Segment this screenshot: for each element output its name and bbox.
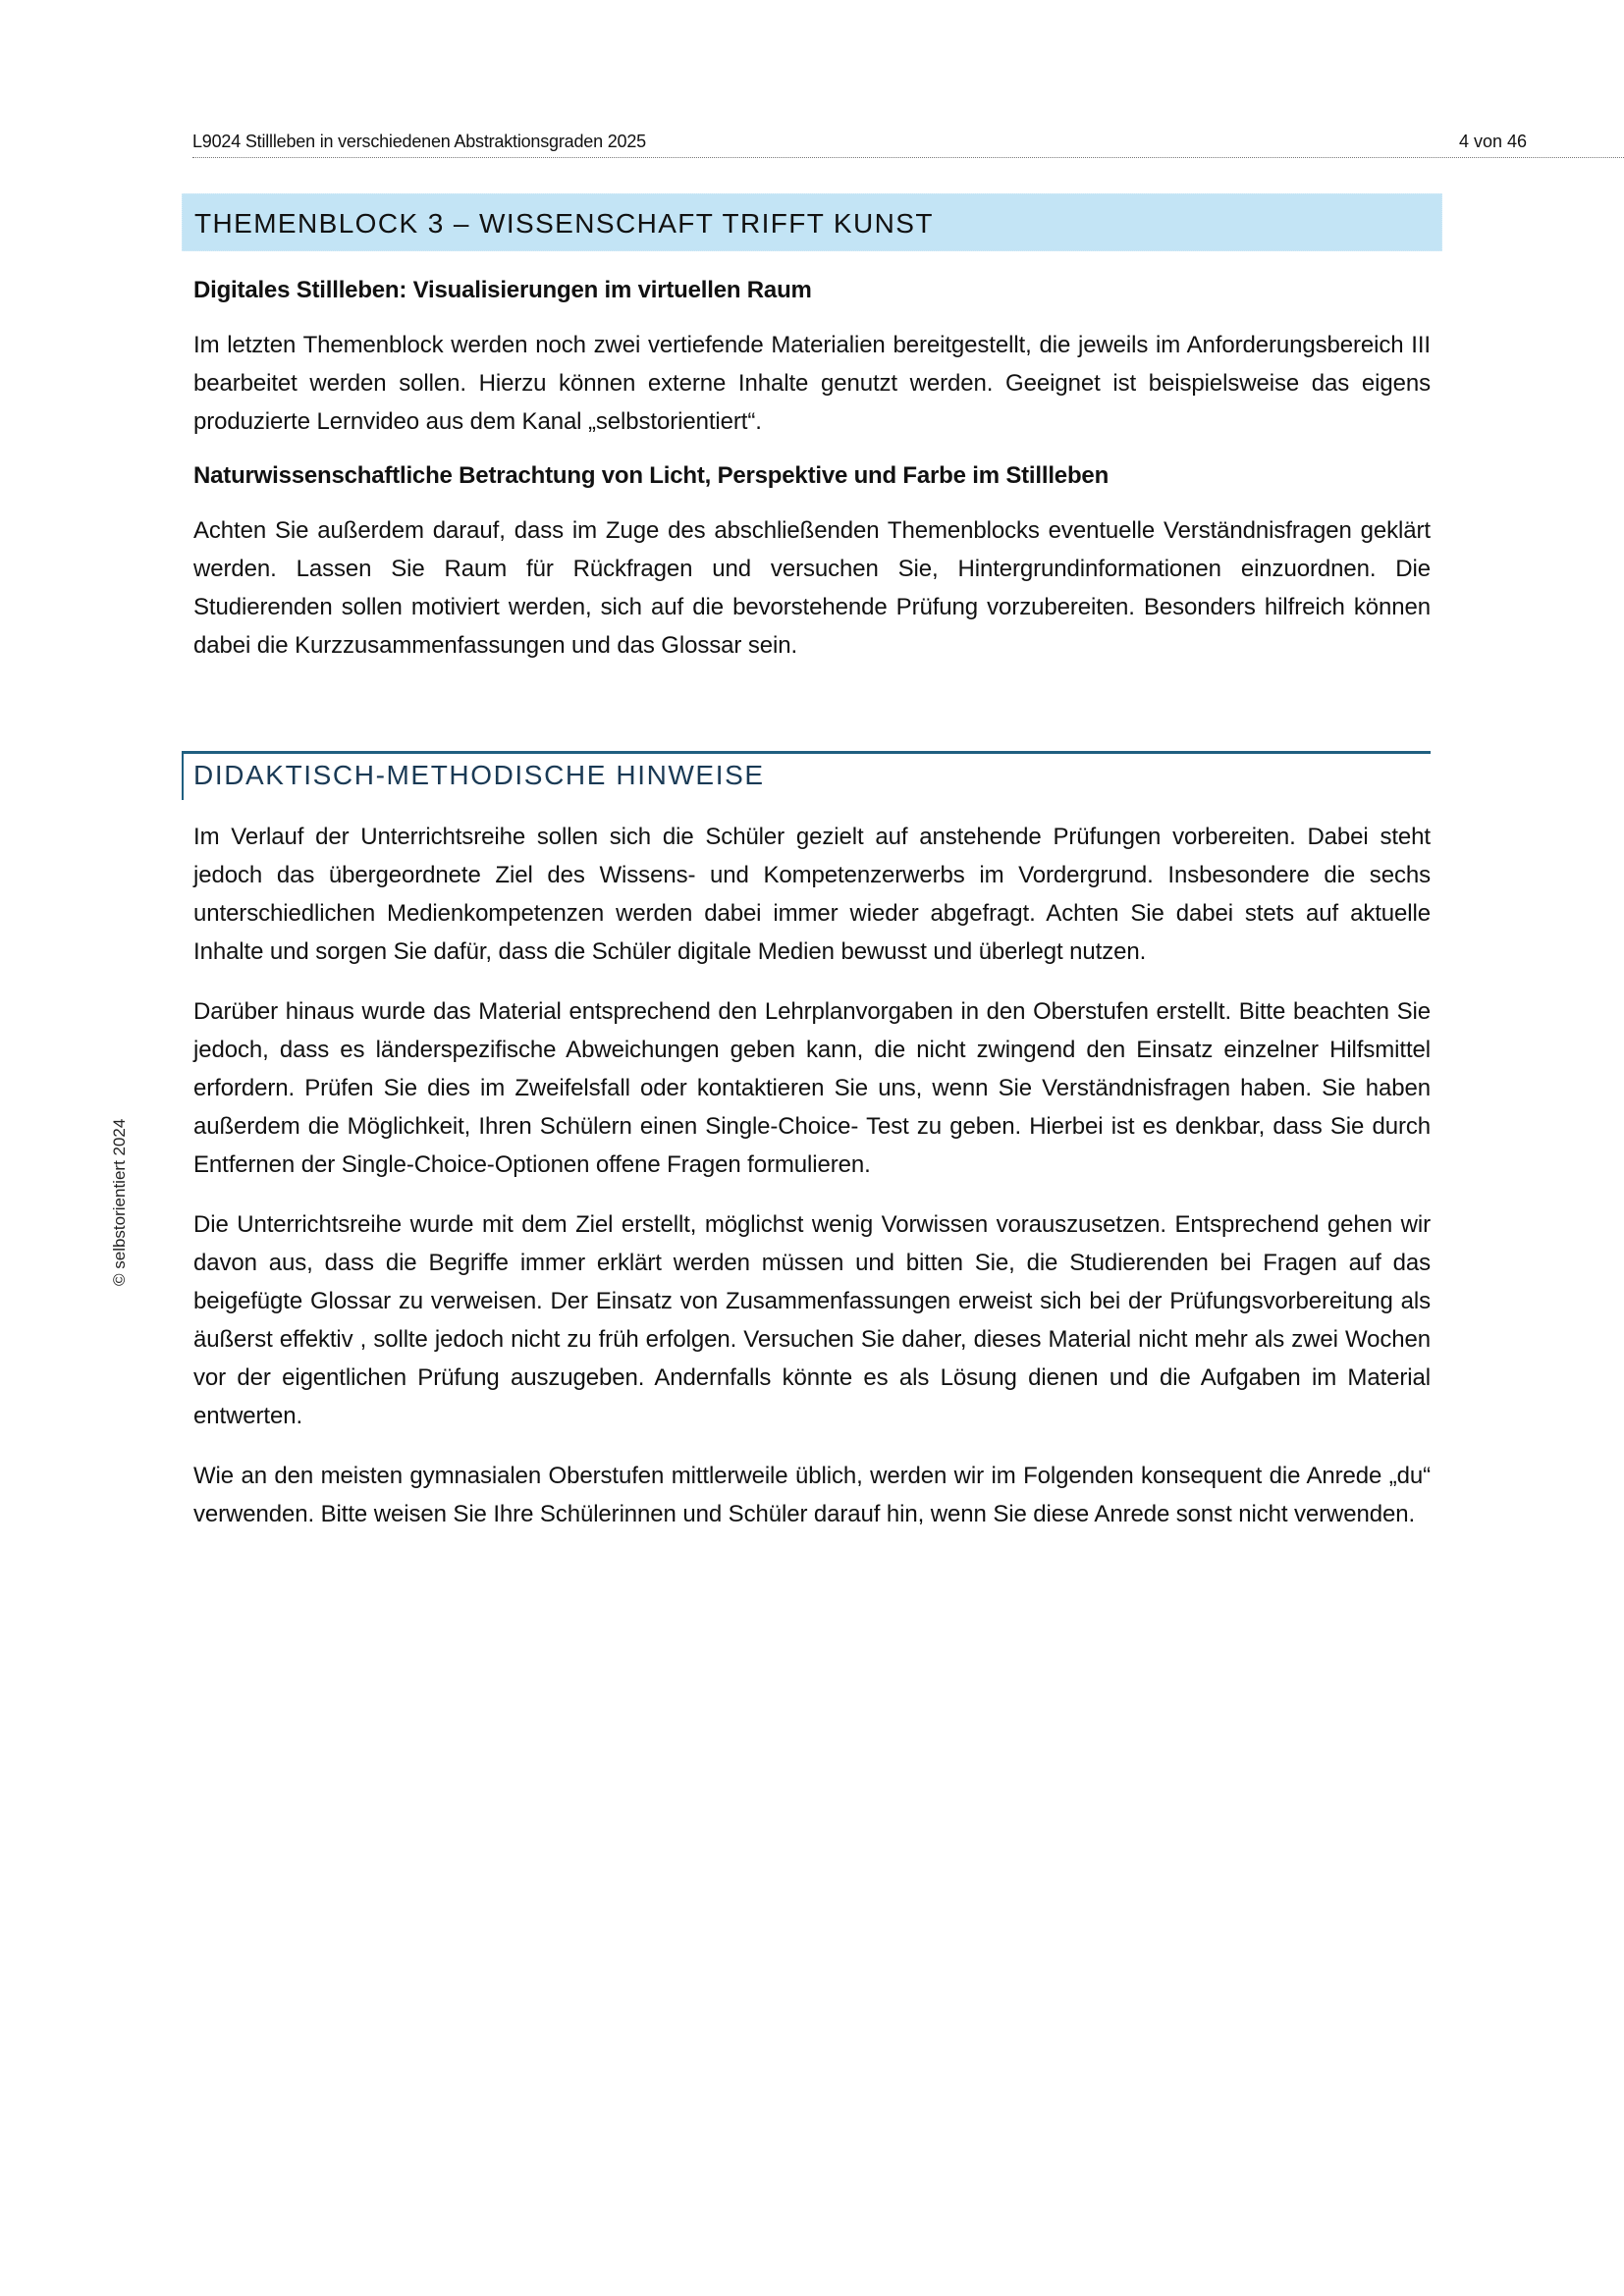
page-header: [192, 128, 1624, 158]
document-title: L9024 Stillleben in verschiedenen Abstraktionsgraden 2025: [192, 132, 646, 151]
subsection-text-digitales-stillleben: Im letzten Themenblock werden noch zwei vertiefende Materialien bereitgestellt, die jeweils im Anforderungsbereich III bearbeitet werden sollen. Hierzu können externe Inhalte genutzt werden. Geeignet ist beispielsweise das eigens produzierte Lernvideo aus dem Kanal „selbstorientiert“.: [193, 332, 1431, 435]
didaktik-paragraph: Wie an den meisten gymnasialen Oberstufen mittlerweile üblich, werden wir im Folgenden konsequent die Anrede „du“ verwenden. Bitte weisen Sie Ihre Schülerinnen und Schüler darauf hin, wenn Sie diese Anrede sonst nicht verwenden.: [193, 1463, 1431, 1527]
subsection-text-naturwissenschaft: Achten Sie außerdem darauf, dass im Zuge des abschließenden Themenblocks eventuelle Verständnisfragen geklärt werden. Lassen Sie Raum für Rückfragen und versuchen Sie, Hintergrundinformationen einzuordnen. Die Studierenden sollen motiviert werden, sich auf die bevorstehende Prüfung vorzubereiten. Besonders hilfreich können dabei die Kurzzusammenfassungen und das Glossar sein.: [193, 517, 1431, 659]
didaktik-paragraph: Die Unterrichtsreihe wurde mit dem Ziel erstellt, möglichst wenig Vorwissen vorauszusetzen. Entsprechend gehen wir davon aus, dass die Begriffe immer erklärt werden müssen und bitten Sie, die Studierenden bei Fragen auf das beigefügte Glossar zu verweisen. Der Einsatz von Zusammenfassungen erweist sich bei der Prüfungsvorbereitung als äußerst effektiv , sollte jedoch nicht zu früh erfolgen. Versuchen Sie daher, dieses Material nicht mehr als zwei Wochen vor der eigentlichen Prüfung auszugeben. Andernfalls könnte es als Lösung dienen und die Aufgaben im Material entwerten.: [193, 1211, 1431, 1429]
subsection-title-naturwissenschaft: Naturwissenschaftliche Betrachtung von Licht, Perspektive und Farbe im Stillleben: [193, 462, 1110, 489]
themenblock-heading: THEMENBLOCK 3 – WISSENSCHAFT TRIFFT KUNST: [182, 193, 1442, 251]
didaktik-paragraph: Darüber hinaus wurde das Material entsprechend den Lehrplanvorgaben in den Oberstufen erstellt. Bitte beachten Sie jedoch, dass es länderspezifische Abweichungen geben kann, die nicht zwingend den Einsatz einzelner Hilfsmittel erfordern. Prüfen Sie dies im Zweifelsfall oder kontaktieren Sie uns, wenn Sie Verständnisfragen haben. Sie haben außerdem die Möglichkeit, Ihren Schülern einen Single-Choice- Test zu geben. Hierbei ist es denkbar, dass Sie durch Entfernen der Single-Choice-Optionen offene Fragen formulieren.: [193, 998, 1431, 1178]
subsection-title-digitales-stillleben: Digitales Stillleben: Visualisierungen im virtuellen Raum: [193, 277, 812, 303]
page-content: [193, 193, 1431, 1533]
didaktik-heading: DIDAKTISCH-METHODISCHE HINWEISE: [182, 751, 1431, 800]
page-number: 4 von 46: [1459, 132, 1528, 151]
didaktik-paragraph: Im Verlauf der Unterrichtsreihe sollen sich die Schüler gezielt auf anstehende Prüfungen vorbereiten. Dabei steht jedoch das übergeordnete Ziel des Wissens- und Kompetenzerwerbs im Vordergrund. Insbesondere die sechs unterschiedlichen Medienkompetenzen werden dabei immer wieder abgefragt. Achten Sie dabei stets auf aktuelle Inhalte und sorgen Sie dafür, dass die Schüler digitale Medien bewusst und überlegt nutzen.: [193, 824, 1431, 965]
copyright-notice: © selbstorientiert 2024: [110, 1118, 129, 1286]
